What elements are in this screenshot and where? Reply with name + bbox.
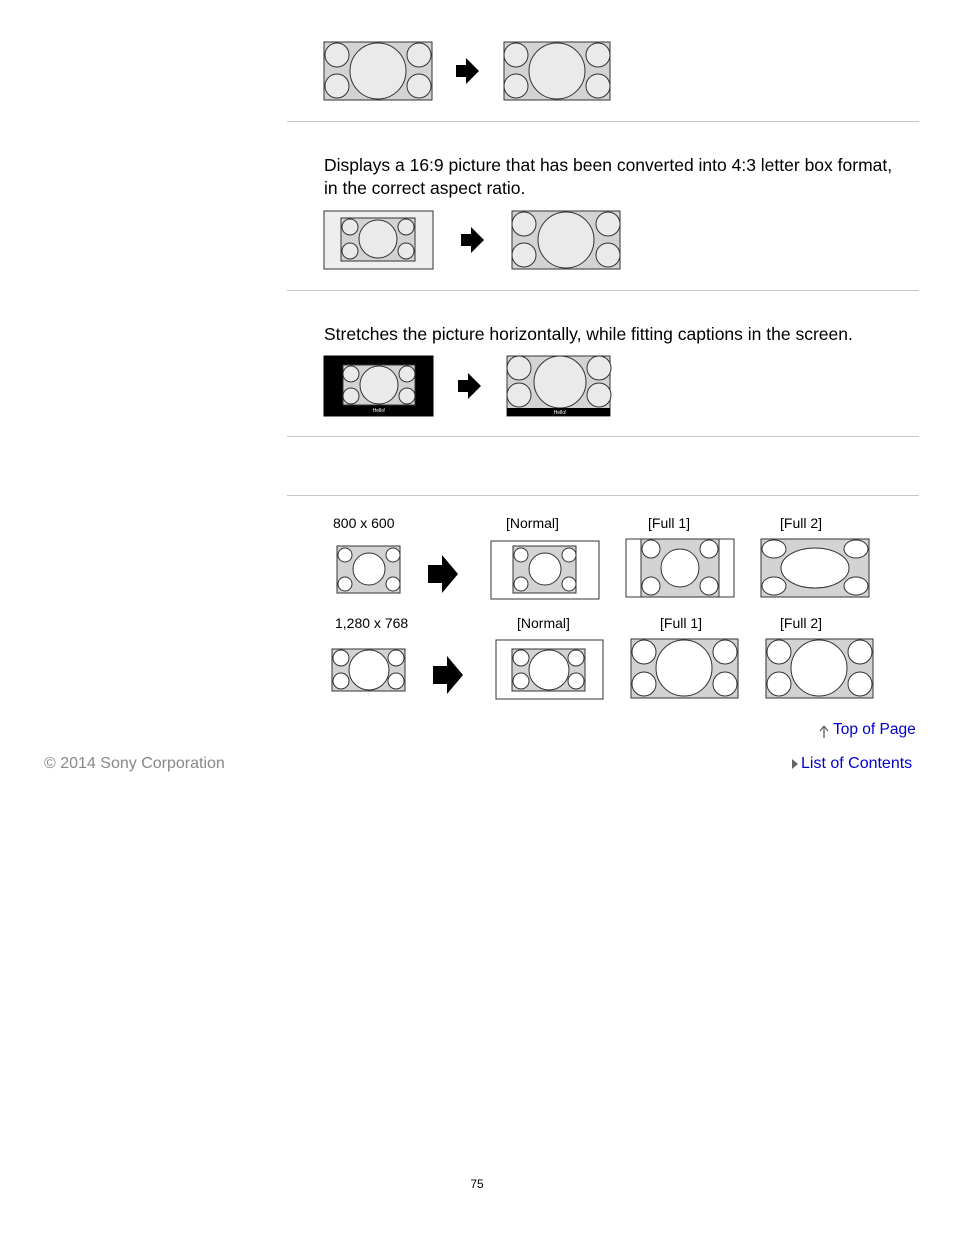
full1-screen <box>626 539 734 597</box>
subtitle-zoom-illustration <box>323 355 613 417</box>
mode-label-full1: [Full 1] <box>648 515 691 531</box>
pc-800x600-diagram <box>330 536 875 602</box>
arrow-right-icon <box>433 656 463 694</box>
mode-label-full1: [Full 1] <box>660 615 703 631</box>
resolution-label: 800 x 600 <box>333 515 395 531</box>
section-divider <box>287 121 919 122</box>
arrow-right-icon <box>461 227 484 253</box>
section-description: Displays a 16:9 picture that has been converted into 4:3 letter box format, in the correct aspect ratio. <box>324 155 893 198</box>
full1-screen <box>631 639 738 698</box>
letterbox-zoom-illustration <box>323 210 623 272</box>
result-screen <box>504 42 610 100</box>
arrow-up-icon <box>818 725 830 739</box>
source-screen <box>332 649 405 691</box>
section-divider <box>287 495 919 496</box>
section-description: Stretches the picture horizontally, while fitting captions in the screen. <box>324 324 853 344</box>
result-screen <box>507 356 611 416</box>
caption-text: Hello! <box>553 410 567 416</box>
normal-screen <box>491 541 599 599</box>
full2-screen <box>766 639 873 698</box>
mode-label-full2: [Full 2] <box>780 515 823 531</box>
source-screen <box>324 211 433 269</box>
copyright: © 2014 Sony Corporation <box>44 755 225 772</box>
arrow-right-icon <box>458 373 481 399</box>
triangle-right-icon <box>791 758 799 770</box>
mode-label-normal: [Normal] <box>517 615 570 631</box>
section-divider <box>287 436 919 437</box>
resolution-label: 1,280 x 768 <box>335 615 409 631</box>
mode-label-normal: [Normal] <box>506 515 559 531</box>
arrow-right-icon <box>456 58 479 84</box>
full2-screen <box>761 539 869 597</box>
mode-label-full2: [Full 2] <box>780 615 823 631</box>
section-divider <box>287 290 919 291</box>
source-screen <box>324 356 433 416</box>
pc-1280x768-diagram <box>330 636 875 702</box>
source-screen <box>337 546 400 593</box>
page-number: 75 <box>470 1177 484 1191</box>
wide-zoom-illustration <box>323 41 613 103</box>
source-screen <box>324 42 432 100</box>
result-screen <box>512 211 620 269</box>
top-of-page-link[interactable]: Top of Page <box>833 721 916 738</box>
arrow-right-icon <box>428 555 458 593</box>
caption-text: Hello! <box>372 408 386 414</box>
normal-screen <box>496 640 603 699</box>
list-of-contents-link[interactable]: List of Contents <box>801 755 913 772</box>
